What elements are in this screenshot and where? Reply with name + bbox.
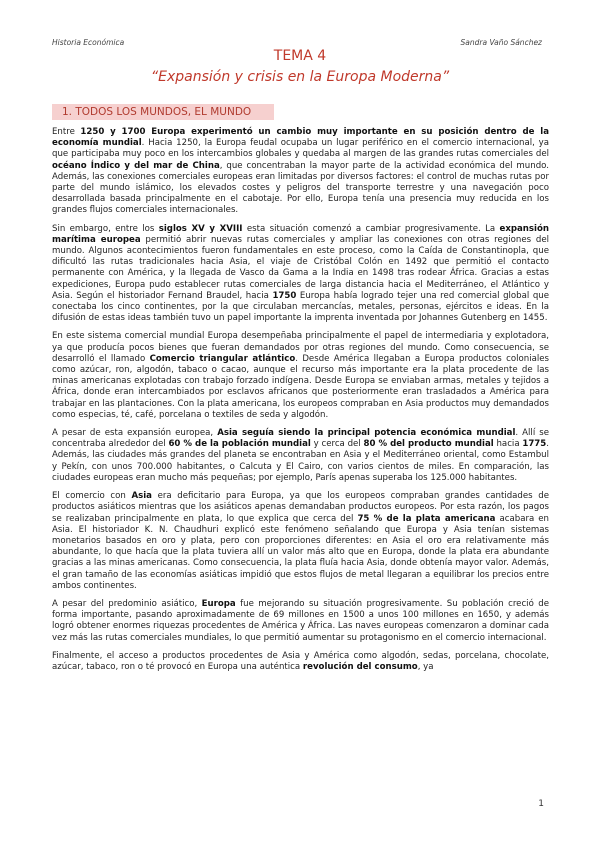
text-run: acabara en Asia. El historiador K. N. Chaudhuri explicó este fenómeno señalando que Europa y Asia tenían sistemas monetarios basados en oro y plata, pero con proporciones diferentes: en Asia el oro era relativamente más abundante, lo que hacía que la plata tuviera allí un valor más alto que en Europa, donde la plata era abundante gracias a las minas americanas. Como consecuencia, la plata fluía hacia Asia, donde obtenía mayor valor. Además, el gran tamaño de las economías asiáticas impidió que estos flujos de metal llegaran a equilibrar los precios entre ambos continentes.	[52, 513, 549, 591]
text-run: El comercio con	[52, 491, 132, 502]
text-run: esta situación comenzó a cambiar progresivamente. La	[242, 223, 500, 234]
text-run: era deficitario para Europa, ya que los europeos compraban grandes cantidades de productos asiáticos mientras que los asiáticos apenas demandaban productos europeos. Por esta razón, los pagos se realizaban principalmente en plata, lo que explica que cerca del	[52, 491, 549, 524]
text-run: , ya	[417, 661, 434, 672]
bold-text: 60 % de la población mundial	[168, 439, 311, 450]
header-left: Historia Económica	[52, 38, 125, 47]
bold-text: Asia seguía siendo la principal potencia económica mundial	[217, 428, 516, 439]
text-run: . Allí se concentraba alrededor del	[52, 428, 549, 450]
bold-text: Asia	[131, 491, 152, 502]
bold-text: revolución del consumo	[302, 661, 418, 672]
section-heading: 1. TODOS LOS MUNDOS, EL MUNDO	[52, 104, 274, 120]
text-run: A pesar del predominio asiático,	[52, 598, 202, 609]
bold-text: expansión marítima europea	[52, 223, 550, 245]
header-right: Sandra Vaño Sánchez	[460, 38, 542, 47]
body-text	[52, 127, 549, 680]
paragraph	[52, 428, 549, 484]
text-run: . Desde América llegaban a Europa productos coloniales como azúcar, ron, algodón, tabaco o cacao, aunque el recurso más importante era la plata procedente de las minas americanas explotadas con trabajo forzado indígena. Desde Europa se enviaban armas, metales y tejidos a África, donde eran intercambiados por esclavos africanos que posteriormente eran trasladados a América para trabajar en las plantaciones. Con la plata americana, los europeos compraban en Asia productos muy demandados como especias, té, café, porcelana o textiles de seda y algodón.	[52, 353, 550, 420]
page-subtitle: “Expansión y crisis en la Europa Moderna”	[150, 69, 450, 85]
text-run: hacia	[493, 439, 523, 450]
bold-text: 1250 y 1700 Europa experimentó un cambio muy importante en su posición dentro de la economía mundial	[52, 127, 549, 149]
paragraph	[52, 599, 549, 644]
page-number: 1	[538, 799, 544, 809]
text-run: En este sistema comercial mundial Europa desempeñaba principalmente el papel de intermediaria y explotadora, ya que producía pocos bienes que fueran demandados por otras regiones del mundo. Como consecuencia, se desarrolló el llamado	[52, 331, 549, 364]
text-run: A pesar de esta expansión europea,	[52, 428, 218, 439]
text-run: , que concentraban la mayor parte de la actividad económica del mundo. Además, las conexiones comerciales europeas eran limitadas por diversos factores: el control de muchas rutas por parte del mundo islámico, los elevados costes y peligros del transporte terrestre y una navegación poco desarrollada basada principalmente en el cabotaje. Por ello, Europa tenía una presencia muy reducida en los grandes flujos comerciales internacionales.	[52, 160, 549, 216]
bold-text: océano Índico y del mar de China	[52, 160, 220, 171]
text-run: . Además, las ciudades más grandes del planeta se encontraban en Asia y el Mediterráneo oriental, como Estambul y Pekín, con unos 700.000 habitantes, o Calcuta y El Cairo, con varios cientos de miles. En comparación, las ciudades europeas eran mucho más pequeñas; por ejemplo, París apenas superaba los 125.000 habitantes.	[52, 439, 549, 483]
text-run: Sin embargo, entre los	[52, 223, 159, 234]
bold-text: 80 % del producto mundial	[363, 439, 494, 450]
bold-text: Europa	[201, 598, 236, 609]
paragraph	[52, 224, 549, 325]
paragraph	[52, 331, 549, 421]
bold-text: Comercio triangular atlántico	[149, 353, 296, 364]
text-run: Europa había logrado tejer una red comercial global que conectaba los cinco continentes, por la que circulaban mercancías, metales, personas, ejércitos e ideas. En la difusión de estas ideas también tuvo un papel importante la imprenta inventada por Johannes Gutenberg en 1455.	[52, 290, 550, 324]
text-run: Finalmente, el acceso a productos procedentes de Asia y América como algodón, sedas, porcelana, chocolate, azúcar, tabaco, ron o té provocó en Europa una auténtica	[52, 650, 549, 672]
text-run: y cerca del	[310, 439, 364, 450]
text-run: permitió abrir nuevas rutas comerciales y ampliar las conexiones con otras regiones del mundo. Algunos acontecimientos fueron fundamentales en este proceso, como la Caída de Constantinopla, que dificultó las rutas tradicionales hacia Asia, el viaje de Cristóbal Colón en 1492 que permitió el contacto permanente con América, y la llegada de Vasco da Gama a la India en 1498 tras rodear África. Gracias a estas expediciones, Europa pudo establecer rutas comerciales de larga distancia hacia el Mediterráneo, el Atlántico y Asia. Según el historiador Fernand Braudel, hacia	[52, 234, 549, 301]
bold-text: 1775	[522, 439, 547, 450]
bold-text: 1750	[272, 290, 297, 301]
paragraph	[52, 491, 549, 592]
bold-text: 75 % de la plata americana	[357, 513, 496, 524]
page-title: TEMA 4	[273, 48, 327, 64]
text-run: fue mejorando su situación progresivamente. Su población creció de forma importante, pasando aproximadamente de 69 millones en 1500 a unos 100 millones en 1650, y además logró obtener enormes riquezas procedentes de América y África. Las naves europeas comenzaron a dominar cada vez más las rutas comerciales mundiales, lo que permitió aumentar su protagonismo en el comercio internacional.	[52, 598, 549, 643]
paragraph	[52, 651, 549, 673]
text-run: . Hacia 1250, la Europa feudal ocupaba un lugar periférico en el comercio internacional, ya que participaba muy poco en los intercambios globales y quedaba al margen de las grandes rutas comerciales del	[52, 138, 549, 160]
text-run: Entre	[52, 127, 81, 137]
paragraph	[52, 127, 549, 217]
bold-text: siglos XV y XVIII	[158, 223, 243, 234]
